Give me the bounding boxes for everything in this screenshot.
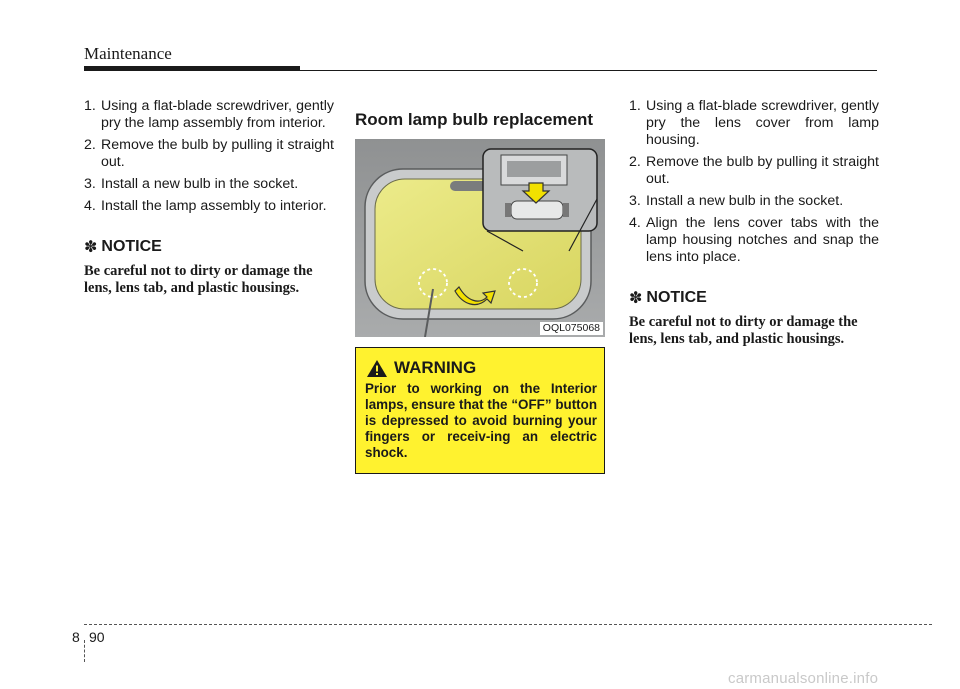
room-lamp-figure [355, 139, 605, 337]
warning-heading [366, 358, 476, 378]
header-title: Maintenance [84, 44, 172, 63]
room-lamp-illustration [355, 139, 605, 337]
footer-divider [84, 640, 85, 662]
watermark: carmanualsonline.info [728, 670, 879, 687]
step-text: Install a new bulb in the socket. [101, 176, 299, 192]
notice-heading [84, 237, 334, 257]
step-text: Using a flat-blade screwdriver, gently pry the lamp assembly from interior. [101, 98, 334, 131]
footer-rule [84, 624, 932, 625]
step-text: Remove the bulb by pulling it straight out. [646, 154, 879, 187]
step-text: Install a new bulb in the socket. [646, 193, 844, 209]
step-number: 4. [629, 215, 641, 231]
step-text: Install the lamp assembly to interior. [101, 198, 327, 214]
notice-text: Be careful not to dirty or damage the lens, lens tab, and plastic housings. [629, 314, 858, 347]
list-item [84, 176, 334, 193]
warning-box [355, 347, 605, 474]
notice-title: NOTICE [101, 238, 162, 255]
header-rule-thin [300, 70, 877, 71]
page-number: 90 [89, 629, 105, 645]
list-item [629, 154, 879, 188]
step-number: 4. [84, 198, 96, 214]
warning-text: Prior to working on the Interior lamps, ensure that the “OFF” button is depressed to avoid burning your fingers or receiv-ing an electric shock. [365, 381, 597, 460]
right-steps-list [629, 98, 879, 266]
notice-text: Be careful not to dirty or damage the lens, lens tab, and plastic housings. [84, 263, 313, 296]
left-steps-list [84, 98, 334, 215]
step-text: Remove the bulb by pulling it straight out. [101, 137, 334, 170]
section-title: Room lamp bulb replacement [355, 110, 594, 129]
notice-title: NOTICE [646, 289, 707, 306]
chapter-number: 8 [72, 629, 80, 645]
left-column [84, 98, 334, 297]
step-number: 2. [629, 154, 641, 170]
bulb-icon [511, 201, 563, 219]
list-item [629, 98, 879, 149]
list-item [84, 198, 334, 215]
list-item [629, 215, 879, 266]
figure-label: OQL075068 [540, 322, 603, 335]
notice-star-icon: ✽ [629, 290, 643, 307]
step-number: 3. [629, 193, 641, 209]
warning-title: WARNING [394, 358, 477, 377]
list-item [629, 193, 879, 210]
notice-heading [629, 288, 879, 308]
step-number: 2. [84, 137, 96, 153]
step-number: 1. [84, 98, 96, 114]
step-number: 3. [84, 176, 96, 192]
notice-star-icon: ✽ [84, 239, 98, 256]
step-text: Align the lens cover tabs with the lamp housing notches and snap the lens into place. [646, 215, 879, 265]
warning-triangle-icon [366, 359, 388, 378]
header-rule-thick [84, 66, 300, 71]
step-text: Using a flat-blade screwdriver, gently pry the lens cover from lamp housing. [646, 98, 879, 148]
step-number: 1. [629, 98, 641, 114]
right-column [629, 98, 879, 348]
list-item [84, 98, 334, 132]
list-item [84, 137, 334, 171]
